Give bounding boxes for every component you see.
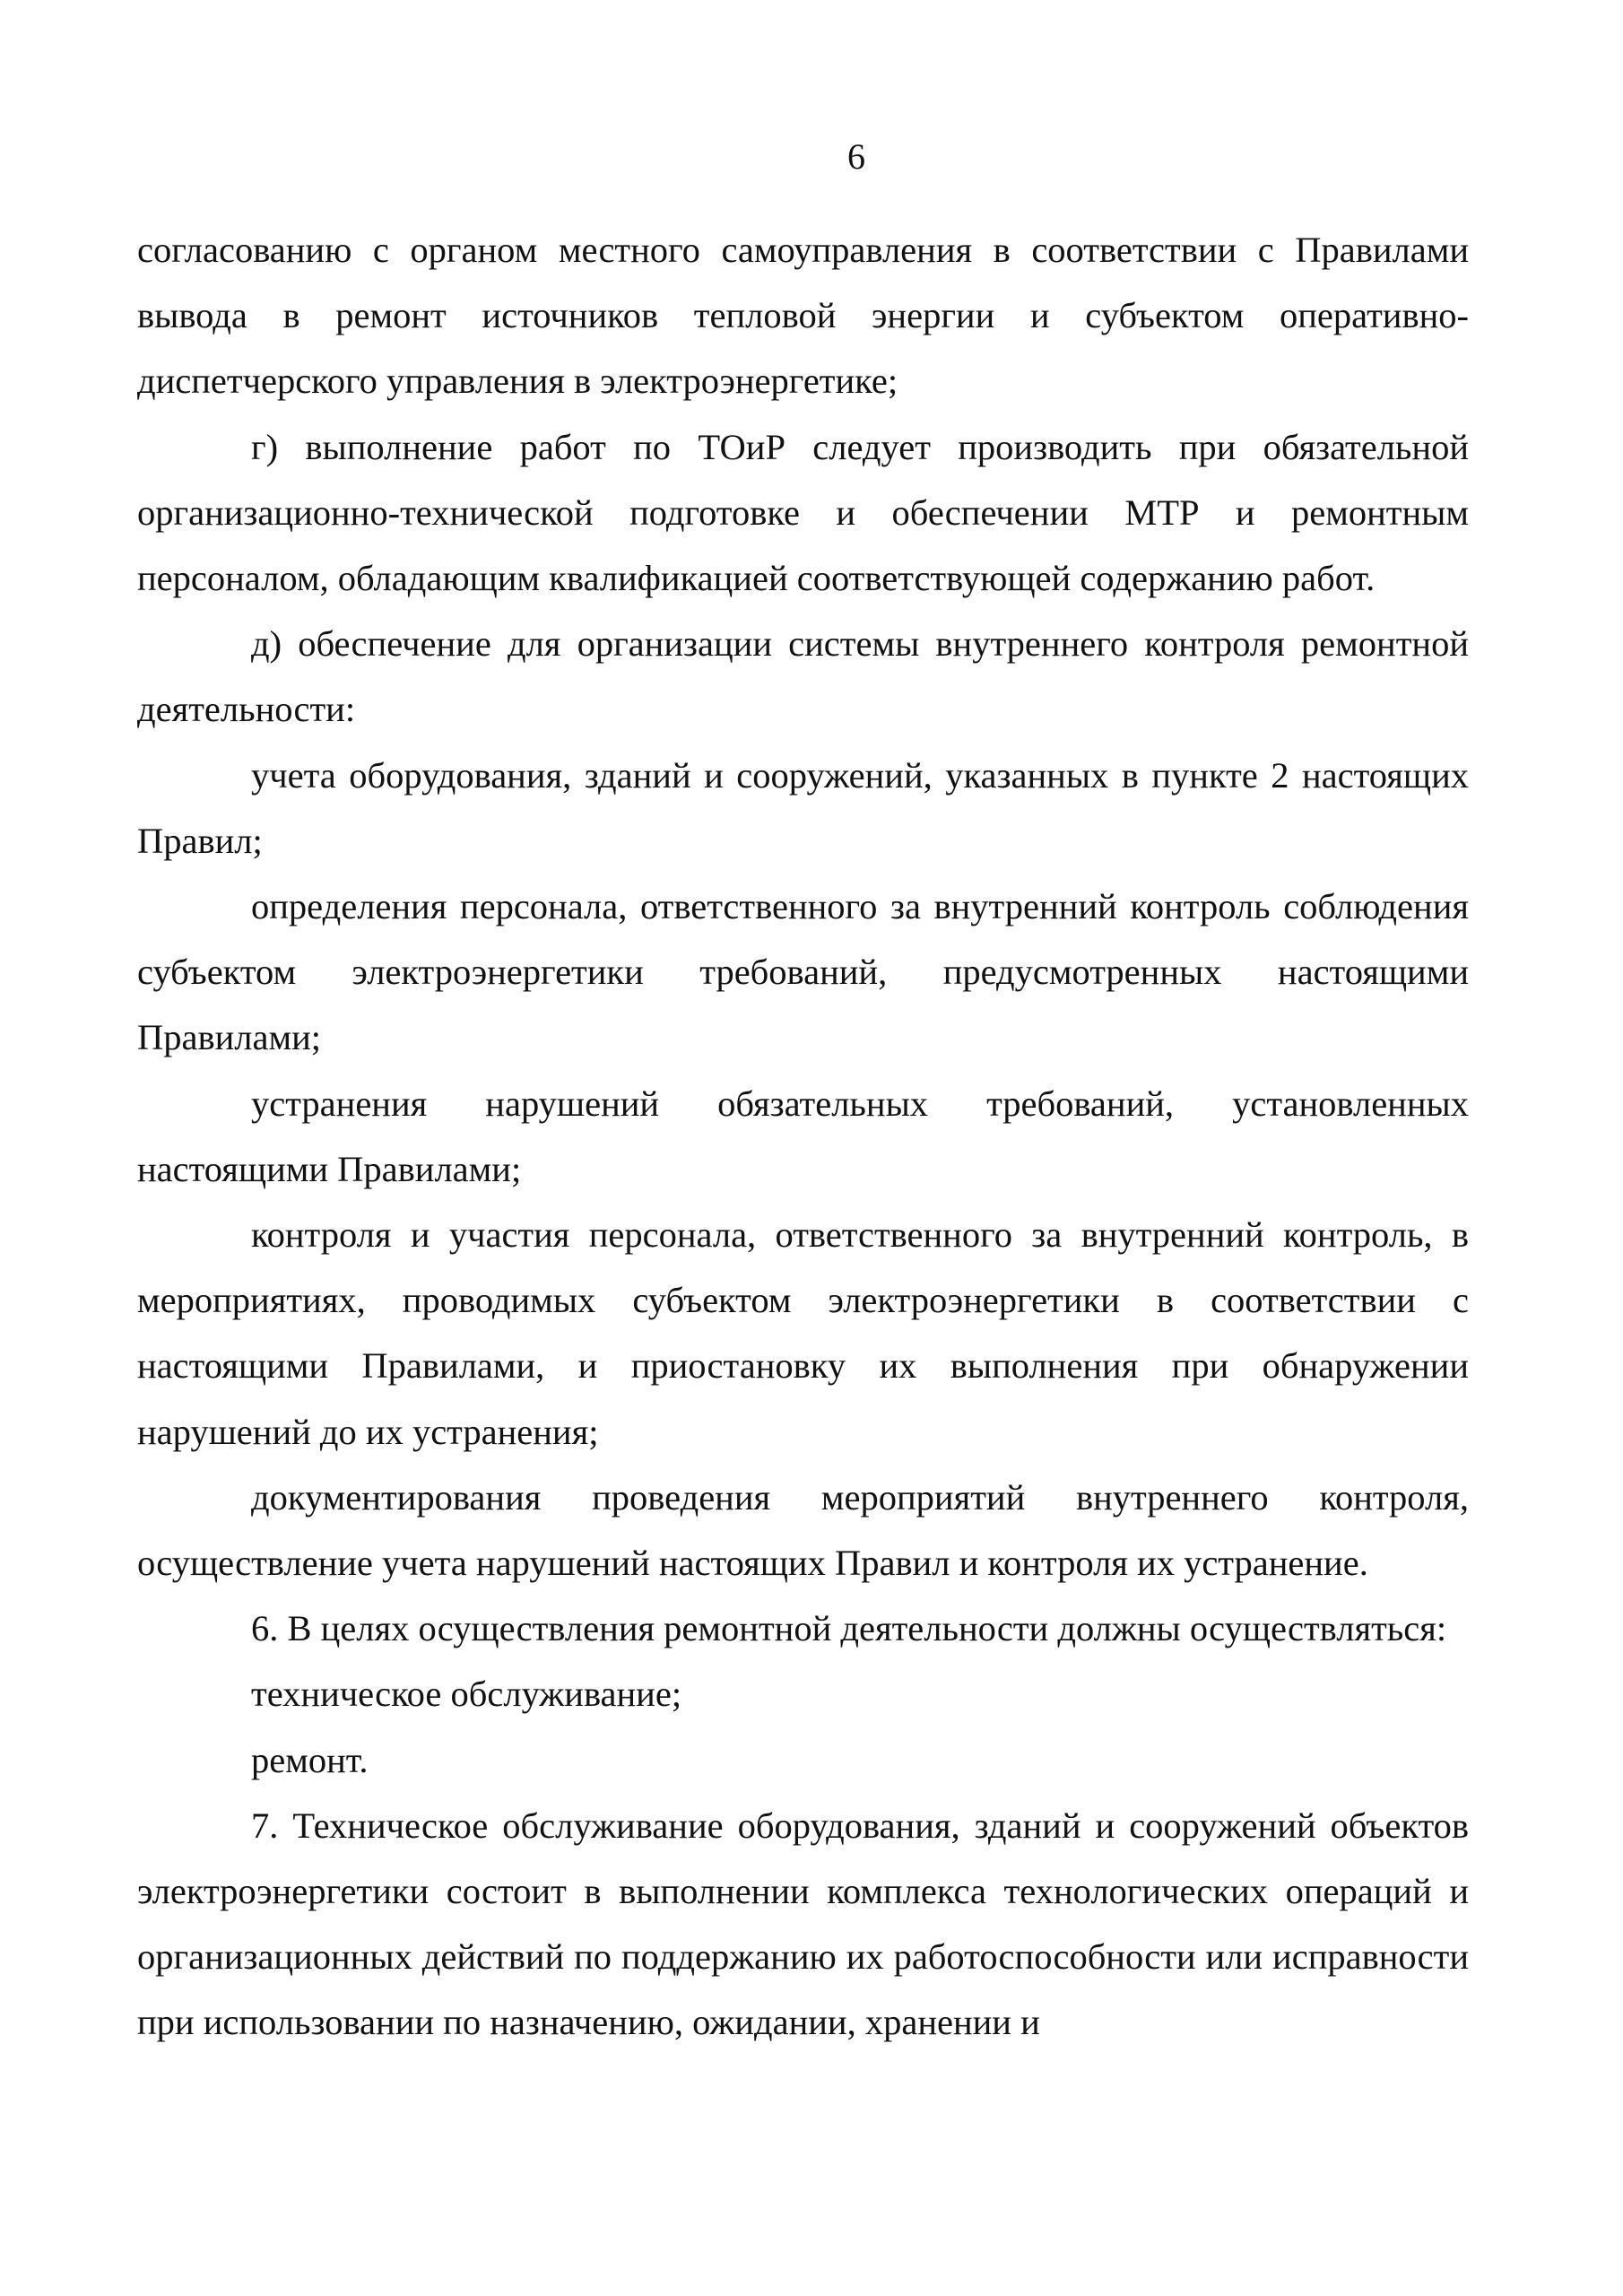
paragraph-item-d: д) обеспечение для организации системы внутреннего контроля ремонтной деятельности:: [137, 623, 1469, 730]
paragraph-maintenance: техническое обслуживание;: [251, 1674, 682, 1715]
paragraph-continuation: согласованию с органом местного самоуправления в соответствии с Правилами вывода в ремонт источников тепловой энергии и субъектом оперативно-диспетчерского управления в электроэнергетике;: [137, 230, 1469, 402]
paragraph-personnel-definition: определения персонала, ответственного за внутренний контроль соблюдения субъектом электроэнергетики требований, предусмотренных настоящими Правилами;: [137, 886, 1469, 1058]
paragraph-item-g: г) выполнение работ по ТОиР следует производить при обязательной организационно-технической подготовке и обеспечении МТР и ремонтным персоналом, обладающим квалификацией соответствующей содержанию работ.: [137, 426, 1469, 599]
paragraph-section-7: 7. Техническое обслуживание оборудования, зданий и сооружений объектов электроэнергетики состоит в выполнении комплекса технологических операций и организационных действий по поддержанию их работоспособности или исправности при использовании по назначению, ожидании, хранении и: [137, 1805, 1469, 2043]
page-number: 6: [847, 136, 865, 177]
paragraph-equipment-accounting: учета оборудования, зданий и сооружений, указанных в пункте 2 настоящих Правил;: [137, 754, 1469, 861]
document-body: [137, 217, 1469, 2056]
paragraph-repair: ремонт.: [251, 1739, 369, 1780]
paragraph-control-participation: контроля и участия персонала, ответственного за внутренний контроль, в мероприятиях, проводимых субъектом электроэнергетики в соответствии с настоящими Правилами, и приостановку их выполнения при обнаружении нарушений до их устранения;: [137, 1214, 1469, 1452]
paragraph-violations-elimination: устранения нарушений обязательных требований, установленных настоящими Правилами;: [137, 1083, 1469, 1189]
paragraph-section-6: 6. В целях осуществления ремонтной деятельности должны осуществляться:: [251, 1608, 1447, 1649]
paragraph-documentation: документирования проведения мероприятий внутреннего контроля, осуществление учета нарушений настоящих Правил и контроля их устранение.: [137, 1476, 1469, 1584]
